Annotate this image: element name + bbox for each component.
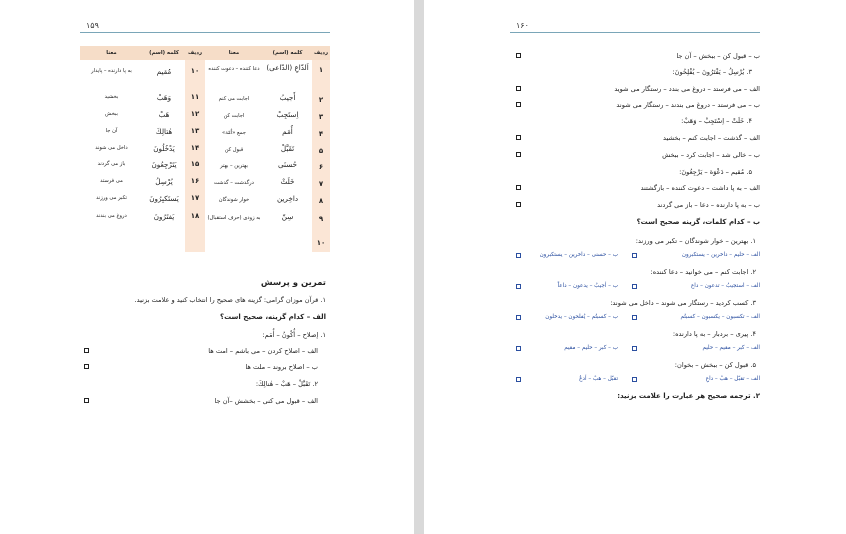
meaning: درگذشت – گذشت (214, 180, 254, 186)
answer-checkbox[interactable] (84, 348, 89, 353)
table-header: معنا (80, 46, 143, 60)
page-159 (0, 0, 414, 534)
row-number: ۴ (318, 130, 324, 138)
option-a: الف – کبر – مقیم – حلیم (702, 345, 760, 351)
header-rule (510, 32, 760, 33)
answer-checkbox[interactable] (632, 377, 637, 382)
page-gutter (414, 0, 424, 534)
option: ب – اصلاح بروند – ملت ها (245, 363, 318, 371)
row-number-column (312, 60, 330, 252)
row-number: ۱۷ (190, 194, 200, 202)
meaning: تکبر می ورزند (96, 195, 127, 201)
option-b: ب – کسبتُم – یُفلحون – یدخلون (545, 314, 618, 320)
word: مُقیم (156, 67, 172, 76)
page-number: ۱۵۹ (86, 21, 99, 30)
word: داخِرین (276, 194, 299, 203)
row-number: ۶ (318, 163, 324, 171)
answer-checkbox[interactable] (516, 53, 521, 58)
meaning: بخشید (104, 94, 119, 100)
row-number: ۷ (318, 180, 324, 188)
meaning: باز می گردند (97, 161, 126, 167)
word: أُمَم (282, 127, 293, 136)
word: وَهَبْ (156, 93, 172, 102)
question: ۲. تَقَبَّلْ – هَبْ – هٰنالِكَ: (255, 380, 318, 388)
question: ۱. إصلاح – أُکُونُ – أُمَم: (262, 331, 326, 339)
word: هَبْ (158, 110, 170, 119)
row-number: ۱۰ (190, 67, 200, 75)
word: یَستَکبِرُونَ (149, 194, 179, 203)
answer-checkbox[interactable] (632, 315, 637, 320)
section-title: تمرین و پرسش (260, 278, 326, 288)
sub-heading: ب – کدام کلمات، گزینه صحیح است؟ (636, 218, 760, 226)
question: ۲. اجابت کنم – می خوانید – دعا کننده: (650, 268, 756, 276)
meaning: دروغ می بندند (96, 213, 127, 219)
word: یَتَرْجِعُونَ (151, 160, 177, 169)
word: سِنّ (281, 212, 294, 221)
answer-checkbox[interactable] (516, 202, 521, 207)
row-number: ۸ (318, 197, 324, 205)
word: خَلَتْ (280, 177, 295, 186)
option-b: ب – کبر – حلیم – مقیم (564, 345, 618, 351)
answer-checkbox[interactable] (516, 346, 521, 351)
question: ۳. کسب کردید – رستگار می شوند – داخل می شوند: (610, 299, 756, 307)
meaning: ببخش (105, 111, 118, 117)
table-header: ردیف (185, 46, 205, 60)
meaning: دعا کننده – دعوت کننده (208, 66, 260, 72)
word: یُرْسِلُ (155, 177, 173, 186)
question: ۴. خَلَتْ – اِسْتَجِبْ – وَهَبْ: (681, 117, 752, 125)
answer-checkbox[interactable] (84, 364, 89, 369)
answer-checkbox[interactable] (516, 185, 521, 190)
word: یَدْخُلُونَ (153, 144, 175, 153)
answer-checkbox[interactable] (516, 253, 521, 258)
table-header: ردیف (312, 46, 330, 60)
question: ۳. یُرْسِلُ – یَفْتَرُونَ – یُفْلِحُونَ: (672, 68, 752, 76)
meaning: اجابت می کنم (218, 96, 250, 102)
meaning: بهترین – بهتر (220, 163, 248, 169)
row-number: ۱ (318, 66, 324, 74)
word: أَجیبُ (279, 93, 296, 102)
option-a: الف – استجیبُ – تدعون – داع (690, 283, 760, 289)
option-b: تقبّل – هبْ – أدعُ (579, 376, 618, 382)
row-number: ۱۱ (190, 93, 200, 101)
question: ۱. بهترین – خوار شوندگان – تکبر می ورزند: (635, 237, 756, 245)
option-b: ب – حسنی – داخرین – یستکبرون (539, 252, 618, 258)
answer-checkbox[interactable] (516, 135, 521, 140)
word: اَلدّاعِ (الدّاعی) (266, 63, 309, 72)
word: هٰتالِكَ (155, 127, 173, 136)
option: ب – می فرستد – دروغ می بندند – رستگار می شوند (616, 101, 760, 109)
word: حُسنَی (277, 160, 297, 169)
row-number: ۹ (318, 215, 324, 223)
meaning: به زودی (حرف استقبال) (207, 215, 261, 221)
option: الف – قبول می کنی – بخشش –آن جا (214, 397, 318, 405)
meaning: داخل می شوند (95, 145, 128, 151)
answer-checkbox[interactable] (516, 377, 521, 382)
option: الف – به پا داشت – دعوت کننده – بازگشتند (640, 184, 760, 192)
table-header: کلمه (اسم) (143, 46, 185, 60)
word: تَقَبَّلْ (280, 144, 295, 153)
row-number-column (185, 60, 205, 252)
row-number: ۱۶ (190, 177, 200, 185)
option-a: الف – تکسبون – یکسبون – کسبتُم (680, 314, 760, 320)
table-header: معنا (205, 46, 263, 60)
row-number: ۱۳ (190, 127, 200, 135)
answer-checkbox[interactable] (516, 284, 521, 289)
item-heading: ۲. ترجمه صحیح هر عبارت را علامت بزنید: (617, 392, 760, 400)
sub-heading: الف – کدام گزینه، صحیح است؟ (220, 313, 326, 321)
option-b: ب – أجیبُ – یدعون – داعاً (557, 283, 618, 289)
option: ب – به پا دارنده – دعا – باز می گردند (657, 201, 760, 209)
option: الف – می فرستد – دروغ می بندد – رستگار می شوید (614, 85, 760, 93)
answer-checkbox[interactable] (516, 315, 521, 320)
answer-checkbox[interactable] (632, 284, 637, 289)
answer-checkbox[interactable] (84, 398, 89, 403)
meaning: خوار شوندگان (218, 197, 250, 203)
row-number: ۵ (318, 147, 324, 155)
option-a: الف – حلیم – داخرین – یستکبرون (681, 252, 760, 258)
word: اِستَجِبْ (276, 110, 299, 119)
word: یَفتَرُونَ (153, 212, 175, 221)
row-number: ۱۴ (190, 144, 200, 152)
question: ۵. قبول کن – ببخش – بخوان: (674, 361, 756, 369)
table-header: کلمه (اسم) (263, 46, 312, 60)
option: ب – قبول کن – ببخش – آن جا (676, 52, 760, 60)
option: الف – اصلاح کردن – می باشم – امت ها (208, 347, 318, 355)
question: ۵. مُقیم – دَعْوَة – یَرْجِعُونَ: (679, 168, 752, 176)
meaning: اجابت کن (223, 113, 245, 119)
meaning: قبول کن (224, 147, 244, 153)
option: ب – خالی شد – اجابت کرد – ببخش (662, 151, 760, 159)
answer-checkbox[interactable] (516, 102, 521, 107)
option: الف – گذشت – اجابت کنم – بخشید (663, 134, 760, 142)
page-160 (424, 0, 846, 534)
option-a: الف – تقبّل – هبْ – داعِ (705, 376, 760, 382)
answer-checkbox[interactable] (516, 86, 521, 91)
page-number: ۱۶۰ (516, 21, 529, 30)
meaning: آن جا (105, 128, 118, 134)
answer-checkbox[interactable] (516, 152, 521, 157)
meaning: جمع «اُمّة» (222, 130, 246, 136)
row-number: ۱۲ (190, 110, 200, 118)
row-number: ۳ (318, 113, 324, 121)
question: ۴. پیری – بردبار – به پا دارنده: (672, 330, 756, 338)
row-number: ۲ (318, 96, 324, 104)
instruction: ۱. قرآن موزان گرامی: گزینه های صحیح را انتخاب کنید و علامت بزنید. (134, 296, 326, 304)
row-number: ۱۸ (190, 212, 200, 220)
answer-checkbox[interactable] (632, 346, 637, 351)
meaning: می فرستد (100, 178, 123, 184)
header-rule (80, 32, 330, 33)
answer-checkbox[interactable] (632, 253, 637, 258)
row-number: ۱۰ (316, 239, 326, 247)
row-number: ۱۵ (190, 160, 200, 168)
meaning: به پا دارنده – پایدار (91, 68, 132, 74)
